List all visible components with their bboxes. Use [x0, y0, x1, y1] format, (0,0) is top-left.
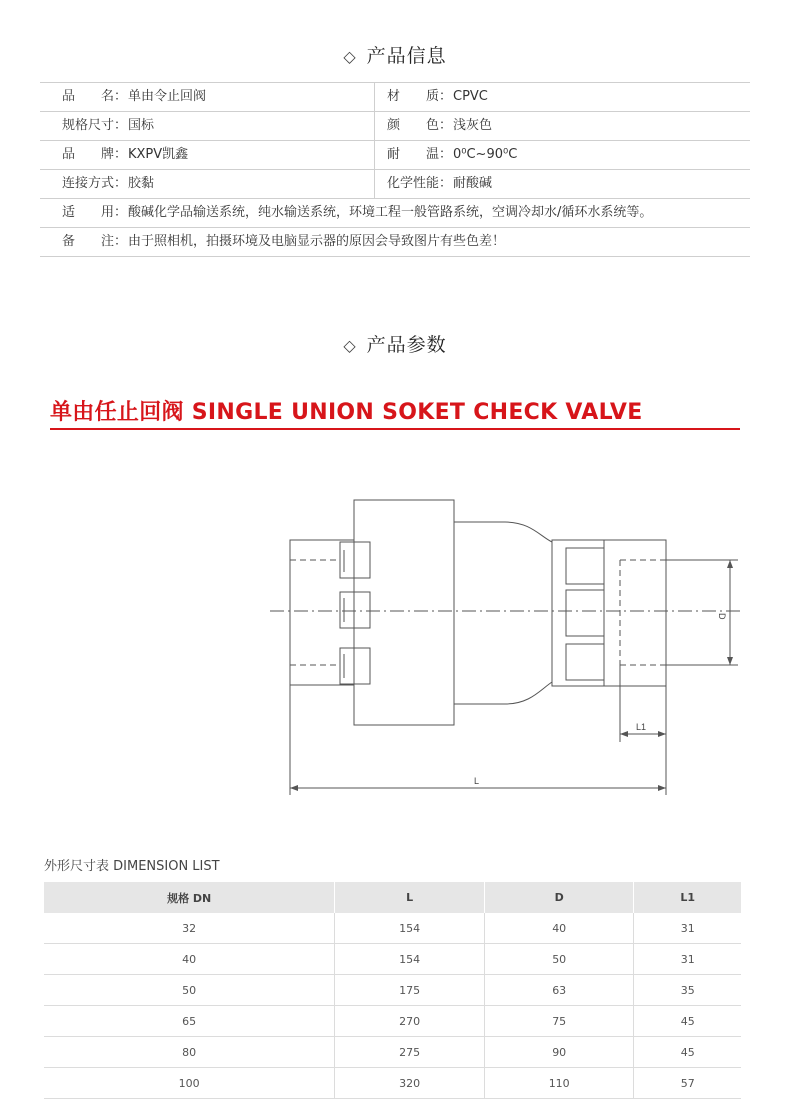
info-label: 品 名：	[62, 89, 128, 104]
column-header-l1: L1	[634, 882, 741, 913]
info-cell-name	[40, 83, 375, 111]
info-value: CPVC	[453, 89, 488, 104]
label-l: L	[474, 776, 480, 786]
cell-l1: 31	[634, 913, 741, 944]
info-value: 0⁰C~90⁰C	[453, 147, 518, 162]
table-row	[44, 1068, 741, 1099]
info-label: 耐 温：	[387, 147, 453, 162]
valve-technical-drawing	[0, 480, 790, 820]
info-label: 材 质：	[387, 89, 453, 104]
table-row	[44, 913, 741, 944]
info-value: 胶黏	[128, 176, 155, 191]
right-tooth	[566, 548, 604, 584]
cell-dn: 100	[44, 1068, 335, 1099]
union-nut-outline	[354, 500, 454, 725]
cell-dn: 80	[44, 1037, 335, 1068]
info-row	[40, 82, 750, 111]
cell-dn: 32	[44, 913, 335, 944]
diamond-icon: ◇	[343, 47, 357, 66]
column-header-dn: 规格 DN	[44, 882, 335, 913]
info-cell-size	[40, 112, 375, 140]
product-info-table	[40, 82, 750, 257]
cell-d: 40	[484, 913, 634, 944]
cell-d: 110	[484, 1068, 634, 1099]
table-header-row	[44, 882, 741, 913]
cell-l: 275	[335, 1037, 485, 1068]
cell-l: 270	[335, 1006, 485, 1037]
right-tooth	[566, 644, 604, 680]
info-label: 适 用：	[62, 205, 128, 220]
table-row	[44, 1006, 741, 1037]
info-row	[40, 140, 750, 169]
table-row	[44, 1037, 741, 1068]
arrow-head	[727, 657, 733, 665]
info-label: 化学性能：	[387, 176, 453, 191]
info-cell-chemical	[375, 170, 492, 198]
info-label: 品 牌：	[62, 147, 128, 162]
table-row	[44, 944, 741, 975]
info-cell-color	[375, 112, 492, 140]
info-label: 颜 色：	[387, 118, 453, 133]
cell-d: 50	[484, 944, 634, 975]
info-value: 酸碱化学品输送系统，纯水输送系统，环境工程一般管路系统，空调冷却水/循环水系统等。	[128, 205, 653, 220]
cell-l: 154	[335, 913, 485, 944]
product-info-heading	[0, 41, 790, 68]
label-l1: L1	[636, 722, 647, 732]
info-row-usage	[40, 198, 750, 227]
cell-d: 75	[484, 1006, 634, 1037]
dimension-list-caption: 外形尺寸表 DIMENSION LIST	[44, 859, 220, 874]
right-tooth	[566, 590, 604, 636]
info-cell-connection	[40, 170, 375, 198]
arrow-head	[658, 731, 666, 737]
cell-l: 175	[335, 975, 485, 1006]
cell-l1: 45	[634, 1006, 741, 1037]
cell-dn: 65	[44, 1006, 335, 1037]
product-params-heading	[0, 330, 790, 357]
info-cell-note	[40, 228, 505, 256]
info-row	[40, 111, 750, 140]
info-label: 规格尺寸：	[62, 118, 128, 133]
info-cell-brand	[40, 141, 375, 169]
info-value: 单由令止回阀	[128, 89, 207, 104]
product-params-title: 产品参数	[366, 334, 447, 356]
info-value: 浅灰色	[453, 118, 493, 133]
dimension-table	[44, 882, 741, 1099]
info-label: 备 注：	[62, 234, 128, 249]
info-cell-material	[375, 83, 488, 111]
arrow-head	[620, 731, 628, 737]
table-row	[44, 975, 741, 1006]
info-value: 耐酸碱	[453, 176, 493, 191]
label-d: D	[717, 613, 727, 620]
arrow-head	[727, 560, 733, 568]
info-cell-usage	[40, 199, 652, 227]
arrow-head	[290, 785, 298, 791]
body-top-curve	[454, 522, 552, 542]
body-bottom-curve	[454, 682, 552, 704]
cell-l1: 31	[634, 944, 741, 975]
info-label: 连接方式：	[62, 176, 128, 191]
cell-d: 63	[484, 975, 634, 1006]
info-row	[40, 169, 750, 198]
right-socket-outline	[604, 540, 666, 686]
cell-l1: 57	[634, 1068, 741, 1099]
cell-l1: 45	[634, 1037, 741, 1068]
cell-l: 320	[335, 1068, 485, 1099]
cell-d: 90	[484, 1037, 634, 1068]
column-header-d: D	[484, 882, 634, 913]
cell-dn: 40	[44, 944, 335, 975]
arrow-head	[658, 785, 666, 791]
info-value: 国标	[128, 118, 155, 133]
cell-l1: 35	[634, 975, 741, 1006]
right-nut-outline	[552, 540, 604, 686]
diamond-icon: ◇	[343, 336, 357, 355]
cell-l: 154	[335, 944, 485, 975]
info-value: 由于照相机，拍摄环境及电脑显示器的原因会导致图片有些色差！	[128, 234, 506, 249]
product-title: 单由任止回阀 SINGLE UNION SOKET CHECK VALVE	[50, 400, 643, 425]
info-cell-temperature	[375, 141, 517, 169]
info-row-note	[40, 227, 750, 257]
product-info-title: 产品信息	[366, 45, 447, 67]
column-header-l: L	[335, 882, 485, 913]
cell-dn: 50	[44, 975, 335, 1006]
title-underline	[50, 428, 740, 430]
info-value: KXPV凯鑫	[128, 147, 189, 162]
